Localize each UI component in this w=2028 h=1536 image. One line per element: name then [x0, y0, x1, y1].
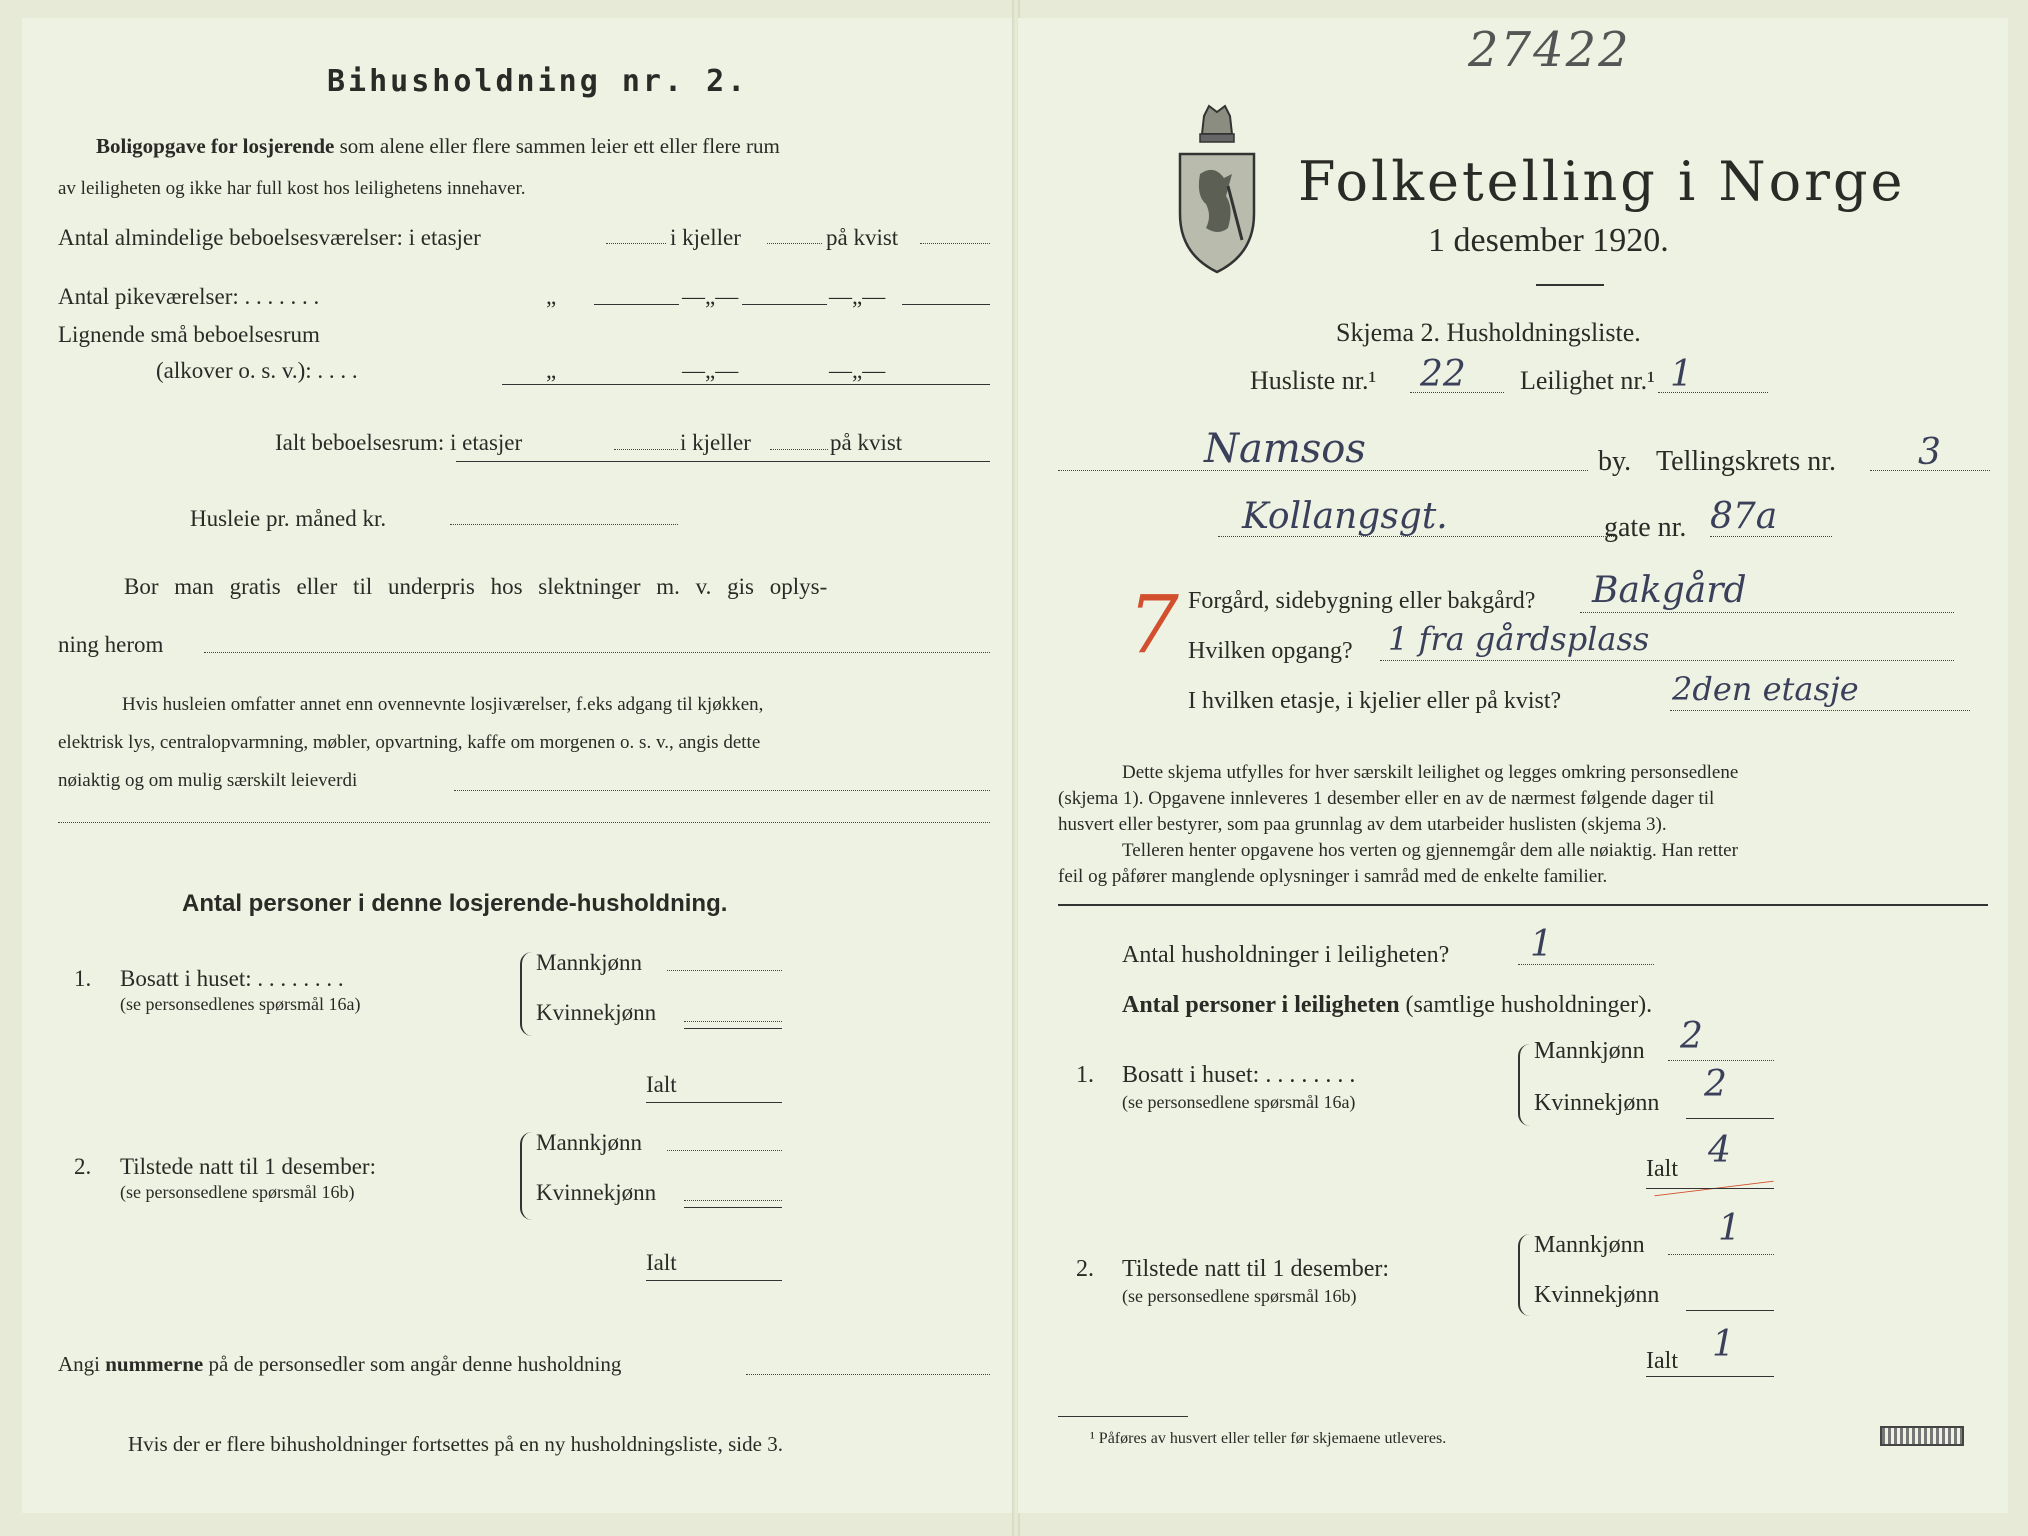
forgard-value[interactable]: Bakgård	[1592, 570, 1747, 611]
etasje-label: I hvilken etasje, i kjelier eller på kvist?	[1188, 688, 1562, 714]
intro-line-2: av leiligheten og ikke har full kost hos leilighetens innehaver.	[58, 178, 526, 199]
info-line-a: Dette skjema utfylles for hver særskilt leilighet og legges omkring personsedlene	[1122, 762, 1739, 783]
q2-mann-label: Mannkjønn	[536, 1130, 643, 1155]
by-label: by.	[1598, 446, 1632, 477]
footnote-rule	[1058, 1416, 1188, 1417]
q2-ialt-label: Ialt	[646, 1250, 677, 1275]
row3-label-b: (alkover o. s. v.): . . . .	[156, 358, 358, 383]
row2-ditto: „	[546, 284, 557, 309]
q1-mann-field[interactable]	[667, 970, 782, 971]
r-q2-ialt-field	[1646, 1376, 1774, 1377]
r-q1-kvinne-field	[1686, 1118, 1774, 1119]
row1-mid: i kjeller	[670, 225, 741, 250]
q1-label: Bosatt i huset: . . . . . . . .	[120, 966, 344, 991]
row1-field-kvist[interactable]	[920, 243, 990, 244]
archive-number: 27422	[1468, 22, 1631, 78]
gate-field	[1218, 536, 1614, 537]
ialt-label: Ialt beboelsesrum: i etasjer	[275, 430, 523, 455]
r-q2-ialt-value[interactable]: 1	[1712, 1324, 1735, 1365]
q1-kvinne-label: Kvinnekjønn	[536, 1000, 657, 1025]
row2-label: Antal pikeværelser: . . . . . . .	[58, 284, 320, 309]
husholdninger-value[interactable]: 1	[1530, 924, 1553, 965]
husliste-field	[1410, 392, 1504, 393]
gratis-field[interactable]	[204, 652, 990, 653]
husliste-value[interactable]: 22	[1420, 354, 1466, 395]
leieverdi-field-2[interactable]	[58, 822, 990, 823]
r-q1-kvinne-label: Kvinnekjønn	[1534, 1090, 1660, 1116]
hvis-line-c: nøiaktig og om mulig særskilt leieverdi	[58, 770, 358, 791]
r-q1-mann-field	[1668, 1060, 1774, 1061]
q1-sub: (se personsedlenes spørsmål 16a)	[120, 994, 361, 1014]
intro-line-1: Boligopgave for losjerende som alene eller flere sammen leier ett eller flere rum	[96, 134, 780, 158]
red-check-mark: 7	[1128, 578, 1179, 671]
footnote: ¹ Påføres av husvert eller teller før skjemaene utleveres.	[1090, 1430, 1447, 1447]
r-q1-num: 1.	[1076, 1062, 1094, 1088]
r-q1-mann-label: Mannkjønn	[1534, 1038, 1645, 1064]
q1-mann-label: Mannkjønn	[536, 950, 643, 975]
left-title: Bihusholdning nr. 2.	[327, 64, 749, 99]
q2-ialt-field[interactable]	[646, 1280, 782, 1281]
forgard-field	[1580, 612, 1954, 613]
row1-field-kjeller[interactable]	[767, 243, 822, 244]
etasje-value[interactable]: 2den etasje	[1672, 670, 1859, 708]
opgang-field	[1380, 660, 1954, 661]
r-q1-sub: (se personsedlene spørsmål 16a)	[1122, 1092, 1356, 1112]
row2-line-1	[594, 304, 679, 305]
etasje-field	[1670, 710, 1970, 711]
q2-kvinne-field[interactable]	[684, 1200, 782, 1201]
r-q1-ialt-value[interactable]: 4	[1708, 1130, 1731, 1171]
info-line-d: Telleren henter opgavene hos verten og gjennemgår dem alle nøiaktig. Han retter	[1122, 840, 1738, 861]
angi-line: Angi nummerne på de personsedler som angår denne husholdning	[58, 1352, 622, 1376]
row2-dash-2: —„—	[829, 284, 886, 309]
r-q1-mann-value[interactable]: 2	[1680, 1016, 1703, 1057]
q2-kvinne-underline	[684, 1207, 782, 1208]
q1-brace	[520, 952, 532, 1036]
leilighet-value[interactable]: 1	[1670, 354, 1693, 395]
row1-end: på kvist	[826, 225, 899, 250]
info-rule	[1058, 904, 1988, 906]
opgang-value[interactable]: 1 fra gårdsplass	[1388, 620, 1650, 658]
row2-line-2	[742, 304, 827, 305]
r-q2-ialt-label: Ialt	[1646, 1348, 1678, 1374]
row3-ditto: „	[546, 358, 557, 383]
r-q2-kvinne-label: Kvinnekjønn	[1534, 1282, 1660, 1308]
row3-underline	[502, 384, 990, 385]
husholdninger-label: Antal husholdninger i leiligheten?	[1122, 942, 1450, 968]
q1-ialt-field[interactable]	[646, 1102, 782, 1103]
leieverdi-field[interactable]	[454, 790, 990, 791]
row1-label: Antal almindelige beboelsesværelser: i etasjer	[58, 225, 481, 250]
persons-heading: Antal personer i leiligheten (samtlige husholdninger).	[1122, 992, 1653, 1018]
husleie-field[interactable]	[450, 524, 678, 525]
ialt-end: på kvist	[830, 430, 903, 455]
q1-num: 1.	[74, 966, 92, 991]
title-rule	[1536, 284, 1604, 286]
leilighet-field	[1658, 392, 1768, 393]
q2-mann-field[interactable]	[667, 1150, 782, 1151]
row1-field-etasjer[interactable]	[606, 243, 666, 244]
krets-field	[1870, 470, 1990, 471]
gratis-line-a: Bor man gratis eller til underpris hos slektninger m. v. gis oplys-	[124, 574, 828, 599]
main-title: Folketelling i Norge	[1298, 150, 1906, 213]
row2-line-3	[902, 304, 990, 305]
husholdninger-field	[1518, 964, 1654, 965]
krets-value[interactable]: 3	[1918, 432, 1941, 473]
husliste-label: Husliste nr.¹	[1250, 366, 1377, 395]
r-q2-label: Tilstede natt til 1 desember:	[1122, 1256, 1390, 1282]
q2-num: 2.	[74, 1154, 92, 1179]
r-q2-num: 2.	[1076, 1256, 1094, 1282]
q2-kvinne-label: Kvinnekjønn	[536, 1180, 657, 1205]
info-line-e: feil og påfører manglende oplysninger i samråd med de enkelte familier.	[1058, 866, 1608, 887]
r-q1-ialt-label: Ialt	[1646, 1156, 1678, 1182]
ialt-field-etasjer[interactable]	[614, 449, 678, 450]
row3-dash-1: —„—	[682, 358, 739, 383]
gratis-line-b: ning herom	[58, 632, 164, 657]
row3-dash-2: —„—	[829, 358, 886, 383]
row3-label-a: Lignende små beboelsesrum	[58, 322, 320, 347]
census-date: 1 desember 1920.	[1428, 222, 1669, 259]
info-line-b: (skjema 1). Opgavene innleveres 1 desember eller en av de nærmest følgende dager til	[1058, 788, 1715, 809]
q2-sub: (se personsedlene spørsmål 16b)	[120, 1182, 355, 1202]
gate-nr-value[interactable]: 87a	[1710, 496, 1778, 537]
ialt-field-kjeller[interactable]	[770, 449, 828, 450]
coat-of-arms-icon	[1176, 104, 1258, 274]
q1-kvinne-underline	[684, 1028, 782, 1029]
gate-nr-field	[1710, 536, 1832, 537]
forgard-label: Forgård, sidebygning eller bakgård?	[1188, 588, 1536, 614]
leilighet-label: Leilighet nr.¹	[1520, 366, 1655, 395]
r-q2-brace	[1518, 1234, 1530, 1316]
q1-ialt-label: Ialt	[646, 1072, 677, 1097]
hvis-line-b: elektrisk lys, centralopvarmning, møbler, opvartning, kaffe om morgenen o. s. v., angis dette	[58, 732, 761, 753]
gate-label: gate nr.	[1604, 512, 1687, 543]
left-page	[22, 18, 1012, 1513]
hvis-line-a: Hvis husleien omfatter annet enn ovennevnte losjiværelser, f.eks adgang til kjøkken,	[122, 694, 764, 715]
ialt-mid: i kjeller	[680, 430, 751, 455]
krets-label: Tellingskrets nr.	[1656, 446, 1837, 477]
q1-kvinne-field[interactable]	[684, 1021, 782, 1022]
r-q1-label: Bosatt i huset: . . . . . . . .	[1122, 1062, 1356, 1088]
gate-value[interactable]: Kollangsgt.	[1242, 496, 1448, 537]
husleie-label: Husleie pr. måned kr.	[190, 506, 387, 531]
q2-label: Tilstede natt til 1 desember:	[120, 1154, 376, 1179]
opgang-label: Hvilken opgang?	[1188, 638, 1353, 664]
flere-note: Hvis der er flere bihusholdninger fortsettes på en ny husholdningsliste, side 3.	[128, 1432, 783, 1456]
r-q1-kvinne-value[interactable]: 2	[1704, 1064, 1727, 1105]
row2-dash-1: —„—	[682, 284, 739, 309]
right-page	[1018, 18, 2008, 1513]
r-q2-kvinne-field	[1686, 1310, 1774, 1311]
r-q2-sub: (se personsedlene spørsmål 16b)	[1122, 1286, 1357, 1306]
schema-label: Skjema 2. Husholdningsliste.	[1336, 318, 1641, 347]
angi-field[interactable]	[746, 1374, 990, 1375]
printer-stamp-icon	[1880, 1426, 1964, 1446]
persons-title: Antal personer i denne losjerende-husholdning.	[182, 890, 728, 917]
info-line-c: husvert eller bestyrer, som paa grunnlag av dem utarbeider huslisten (skjema 3).	[1058, 814, 1667, 835]
q2-brace	[520, 1132, 532, 1220]
r-q2-mann-label: Mannkjønn	[1534, 1232, 1645, 1258]
by-value[interactable]: Namsos	[1204, 426, 1366, 472]
by-field	[1058, 470, 1588, 471]
r-q1-brace	[1518, 1044, 1530, 1126]
r-q1-ialt-field	[1646, 1188, 1774, 1189]
r-q2-mann-field	[1668, 1254, 1774, 1255]
ialt-underline	[456, 461, 990, 462]
r-q2-mann-value[interactable]: 1	[1718, 1208, 1741, 1249]
